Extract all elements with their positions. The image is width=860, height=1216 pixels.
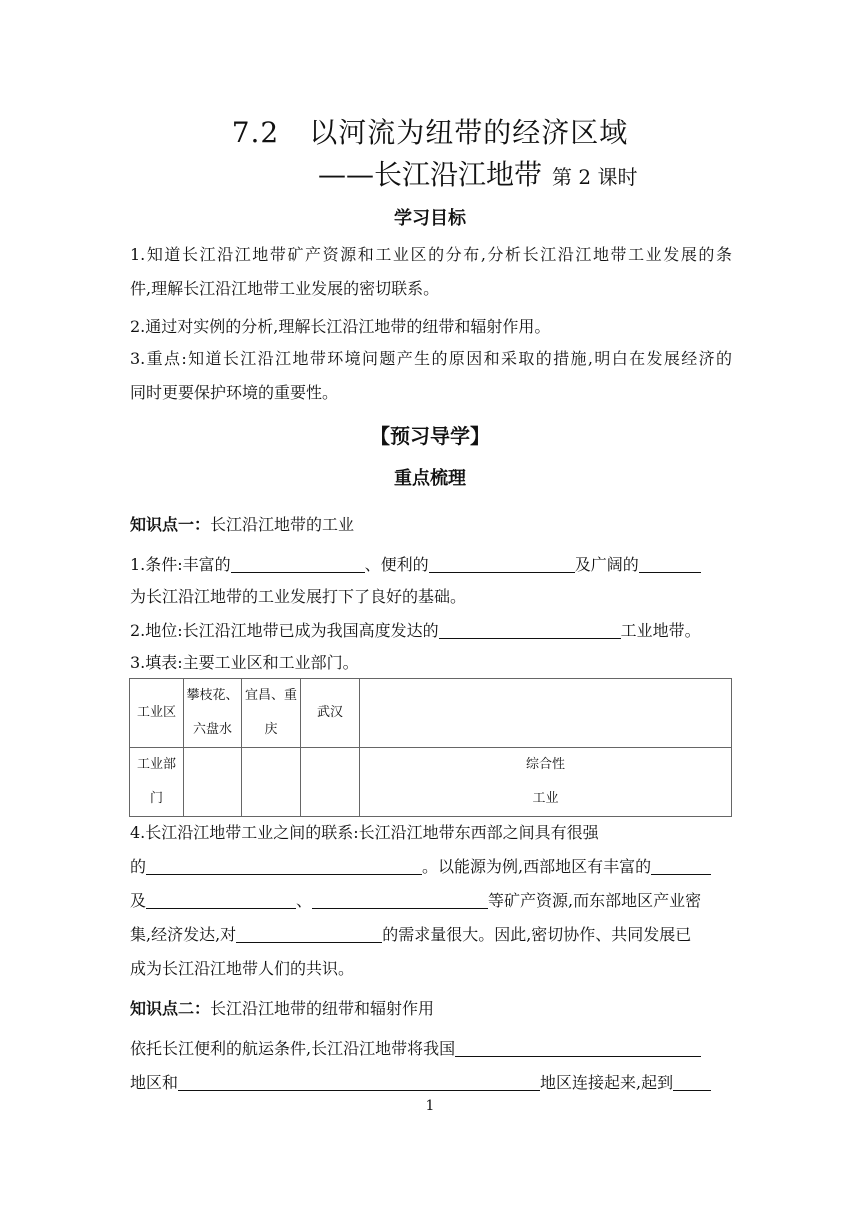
cell-text: 六盘水 — [192, 722, 232, 737]
q4-text: 的需求量很大。因此,密切协作、共同发展已 — [382, 925, 692, 944]
answer-blank[interactable] — [639, 554, 701, 573]
q1-text-b: 、便利的 — [364, 555, 429, 574]
lesson-subtitle: ——长江沿江地带 — [318, 158, 543, 191]
q1-text-a: 1.条件:丰富的 — [130, 555, 231, 574]
q4-text: 及 — [130, 891, 147, 910]
cell-text: 武汉 — [316, 705, 343, 720]
objective-2: 2.通过对实例的分析,理解长江沿江地带的纽带和辐射作用。 — [130, 317, 551, 336]
cell-text: 门 — [149, 791, 163, 806]
objective-3-line-2: 同时更要保护环境的重要性。 — [130, 383, 339, 402]
cell-text: 综合性 — [525, 757, 565, 772]
table-cell — [184, 679, 242, 748]
lesson-main-title: 以河流为纽带的经济区域 — [309, 116, 629, 149]
answer-blank[interactable] — [178, 1072, 540, 1091]
kp2-text-a: 依托长江便利的航运条件,长江沿江地带将我国 — [130, 1039, 456, 1058]
kp2-text: 长江沿江地带的纽带和辐射作用 — [210, 999, 435, 1018]
kp2-line-2 — [130, 1066, 732, 1100]
objectives-heading: 学习目标 — [394, 208, 466, 229]
kp2-text-c: 地区连接起来,起到 — [540, 1073, 674, 1092]
answer-blank[interactable] — [146, 856, 422, 875]
kp1-q4-line-4 — [130, 918, 732, 952]
table-cell[interactable] — [242, 748, 301, 817]
cell-text: 工业区 — [136, 705, 176, 720]
table-row — [130, 679, 732, 748]
table-cell[interactable] — [184, 748, 242, 817]
kp1-text: 长江沿江地带的工业 — [210, 515, 355, 534]
q2-text-b: 工业地带。 — [620, 621, 701, 640]
kp1-heading — [130, 508, 732, 542]
objective-3-line-1: 3.重点:知道长江沿江地带环境问题产生的原因和采取的措施,明白在发展经济的 — [130, 349, 732, 368]
kp1-q3: 3.填表:主要工业区和工业部门。 — [130, 653, 359, 672]
kp2-label: 知识点二： — [130, 999, 211, 1018]
answer-blank[interactable] — [236, 924, 382, 943]
q4-text: 集,经济发达,对 — [130, 925, 237, 944]
kp1-label: 知识点一： — [130, 515, 211, 534]
answer-blank[interactable] — [439, 620, 621, 639]
objective-1-line-2: 件,理解长江沿江地带工业发展的密切联系。 — [130, 279, 440, 298]
kp1-q2 — [130, 614, 732, 648]
q4-text: 。以能源为例,西部地区有丰富的 — [422, 857, 652, 876]
answer-blank[interactable] — [231, 554, 365, 573]
table-header-cell — [130, 748, 184, 817]
table-row — [130, 748, 732, 817]
cell-text: 庆 — [264, 722, 278, 737]
industry-table — [129, 678, 732, 817]
kp2-line-1 — [130, 1032, 732, 1066]
key-points-heading: 重点梳理 — [394, 468, 466, 489]
cell-text: 宜昌、重 — [244, 688, 297, 703]
q4-text: 的 — [130, 857, 147, 876]
q4-text: 、 — [296, 891, 313, 910]
table-cell — [301, 679, 360, 748]
kp1-q1-line-1 — [130, 548, 732, 582]
kp1-q4-line-2 — [130, 850, 732, 884]
answer-blank[interactable] — [429, 554, 575, 573]
table-header-cell — [130, 679, 184, 748]
q2-text-a: 2.地位:长江沿江地带已成为我国高度发达的 — [130, 621, 439, 640]
kp2-text-b: 地区和 — [130, 1073, 179, 1092]
lesson-subtitle-line — [318, 153, 637, 193]
kp2-heading — [130, 992, 732, 1026]
cell-text: 攀枝花、 — [186, 688, 239, 703]
kp1-q1-line-2: 为长江沿江地带的工业发展打下了良好的基础。 — [130, 587, 467, 606]
cell-text: 工业部 — [136, 757, 176, 772]
q4-text: 等矿产资源,而东部地区产业密 — [488, 891, 702, 910]
answer-blank[interactable] — [651, 856, 711, 875]
preview-heading: 【预习导学】 — [370, 424, 490, 448]
page-number: 1 — [425, 1098, 435, 1114]
lesson-period: 第 2 课时 — [552, 165, 638, 189]
lesson-title — [0, 111, 860, 151]
kp1-q4-line-3 — [130, 884, 732, 918]
q1-text-c: 及广阔的 — [574, 555, 639, 574]
cell-text: 工业 — [532, 791, 559, 806]
table-cell[interactable] — [301, 748, 360, 817]
answer-blank[interactable] — [673, 1072, 711, 1091]
lesson-number: 7.2 — [231, 116, 280, 149]
answer-blank[interactable] — [312, 890, 488, 909]
kp1-q4-line-5: 成为长江沿江地带人们的共识。 — [130, 959, 355, 978]
kp1-q4-line-1: 4.长江沿江地带工业之间的联系:长江沿江地带东西部之间具有很强 — [130, 823, 599, 842]
table-cell — [360, 748, 732, 817]
answer-blank[interactable] — [146, 890, 296, 909]
table-cell[interactable] — [360, 679, 732, 748]
objective-1-line-1: 1.知道长江沿江地带矿产资源和工业区的分布,分析长江沿江地带工业发展的条 — [130, 245, 732, 264]
answer-blank[interactable] — [455, 1038, 701, 1057]
table-cell — [242, 679, 301, 748]
